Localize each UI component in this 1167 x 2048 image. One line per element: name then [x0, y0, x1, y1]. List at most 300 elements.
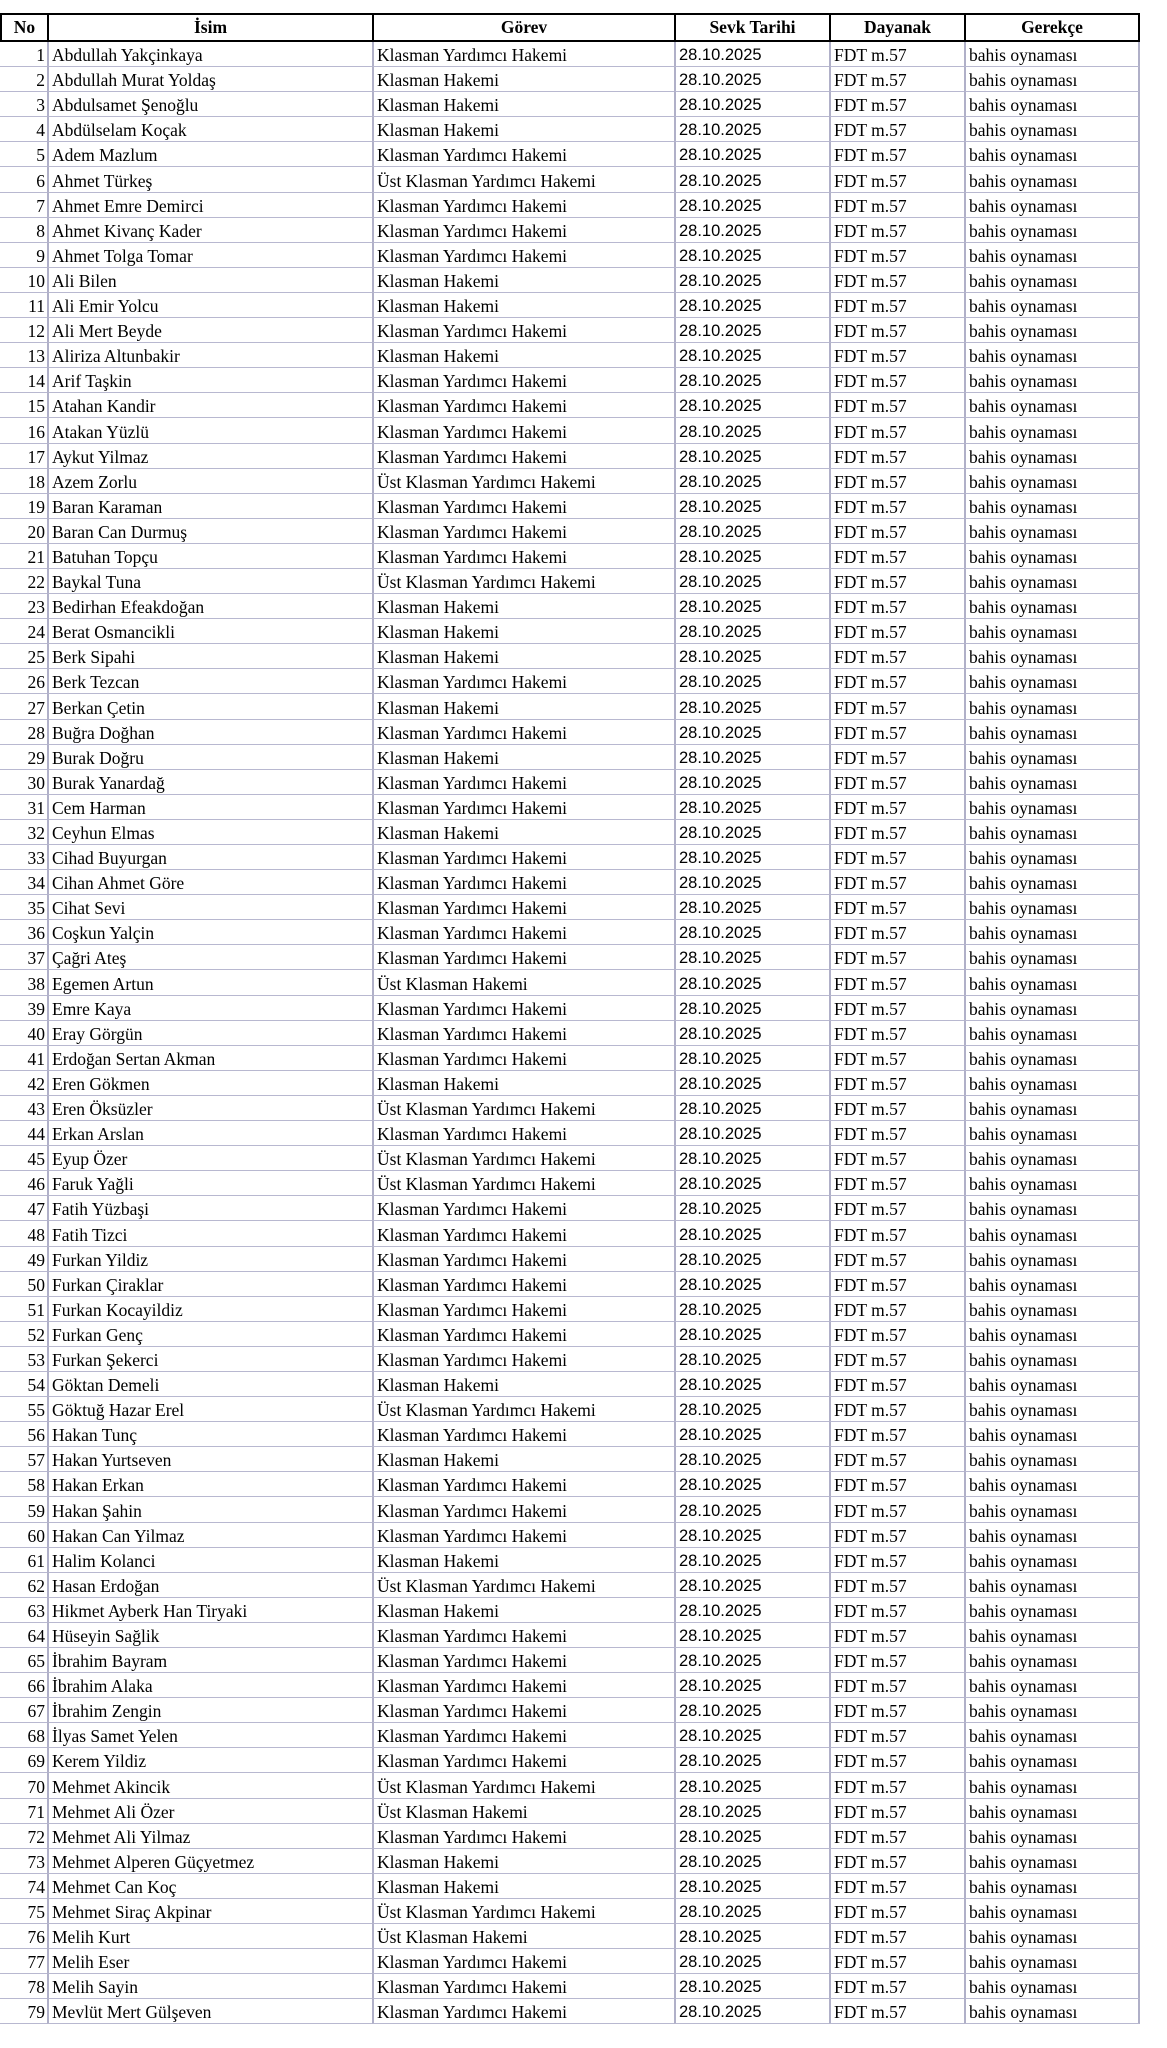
cell-referral-date: 28.10.2025 [674, 644, 829, 669]
cell-name: Burak Doğru [47, 745, 372, 770]
cell-role: Klasman Yardımcı Hakemi [372, 669, 674, 694]
cell-role: Klasman Yardımcı Hakemi [372, 418, 674, 443]
table-row [0, 1648, 1140, 1673]
cell-name: Emre Kaya [47, 996, 372, 1021]
cell-name: Halim Kolanci [47, 1548, 372, 1573]
cell-referral-date: 28.10.2025 [674, 1322, 829, 1347]
cell-reason: bahis oynaması [964, 1899, 1140, 1924]
cell-name: Baran Can Durmuş [47, 519, 372, 544]
cell-no: 70 [0, 1773, 47, 1798]
cell-reason: bahis oynaması [964, 1146, 1140, 1171]
table-row [0, 393, 1140, 418]
table-row [0, 1824, 1140, 1849]
cell-referral-date: 28.10.2025 [674, 1999, 829, 2024]
cell-reason: bahis oynaması [964, 1021, 1140, 1046]
cell-no: 21 [0, 544, 47, 569]
cell-basis: FDT m.57 [829, 1648, 964, 1673]
cell-reason: bahis oynaması [964, 996, 1140, 1021]
cell-no: 3 [0, 92, 47, 117]
cell-referral-date: 28.10.2025 [674, 669, 829, 694]
cell-no: 20 [0, 519, 47, 544]
cell-basis: FDT m.57 [829, 1247, 964, 1272]
table-row [0, 895, 1140, 920]
table-row [0, 167, 1140, 192]
cell-basis: FDT m.57 [829, 243, 964, 268]
table-row [0, 569, 1140, 594]
table-row [0, 644, 1140, 669]
cell-role: Üst Klasman Hakemi [372, 1799, 674, 1824]
table-row [0, 1146, 1140, 1171]
cell-basis: FDT m.57 [829, 694, 964, 719]
cell-reason: bahis oynaması [964, 1196, 1140, 1221]
cell-referral-date: 28.10.2025 [674, 343, 829, 368]
cell-no: 24 [0, 619, 47, 644]
cell-reason: bahis oynaması [964, 1673, 1140, 1698]
cell-reason: bahis oynaması [964, 644, 1140, 669]
cell-no: 71 [0, 1799, 47, 1824]
cell-referral-date: 28.10.2025 [674, 1372, 829, 1397]
cell-no: 37 [0, 945, 47, 970]
cell-name: Erdoğan Sertan Akman [47, 1046, 372, 1071]
cell-no: 9 [0, 243, 47, 268]
cell-role: Klasman Yardımcı Hakemi [372, 393, 674, 418]
cell-referral-date: 28.10.2025 [674, 368, 829, 393]
cell-name: Mehmet Ali Özer [47, 1799, 372, 1824]
cell-name: Adem Mazlum [47, 142, 372, 167]
cell-no: 77 [0, 1949, 47, 1974]
cell-name: Cihat Sevi [47, 895, 372, 920]
cell-referral-date: 28.10.2025 [674, 393, 829, 418]
table-row [0, 720, 1140, 745]
cell-role: Üst Klasman Yardımcı Hakemi [372, 167, 674, 192]
cell-referral-date: 28.10.2025 [674, 594, 829, 619]
cell-role: Klasman Yardımcı Hakemi [372, 770, 674, 795]
table-row [0, 1924, 1140, 1949]
cell-no: 67 [0, 1698, 47, 1723]
table-row [0, 1171, 1140, 1196]
cell-reason: bahis oynaması [964, 1497, 1140, 1522]
cell-role: Üst Klasman Yardımcı Hakemi [372, 1096, 674, 1121]
cell-name: Hakan Yurtseven [47, 1447, 372, 1472]
cell-basis: FDT m.57 [829, 318, 964, 343]
table-row [0, 444, 1140, 469]
cell-no: 16 [0, 418, 47, 443]
table-row [0, 1196, 1140, 1221]
cell-role: Klasman Hakemi [372, 343, 674, 368]
table-row [0, 519, 1140, 544]
cell-role: Klasman Yardımcı Hakemi [372, 1949, 674, 1974]
cell-no: 54 [0, 1372, 47, 1397]
cell-basis: FDT m.57 [829, 845, 964, 870]
table-row [0, 1748, 1140, 1773]
cell-no: 6 [0, 167, 47, 192]
cell-basis: FDT m.57 [829, 1046, 964, 1071]
cell-basis: FDT m.57 [829, 1472, 964, 1497]
cell-referral-date: 28.10.2025 [674, 1347, 829, 1372]
cell-reason: bahis oynaması [964, 1171, 1140, 1196]
cell-basis: FDT m.57 [829, 494, 964, 519]
cell-referral-date: 28.10.2025 [674, 1924, 829, 1949]
cell-referral-date: 28.10.2025 [674, 1447, 829, 1472]
cell-basis: FDT m.57 [829, 1748, 964, 1773]
cell-referral-date: 28.10.2025 [674, 1472, 829, 1497]
cell-basis: FDT m.57 [829, 1623, 964, 1648]
cell-basis: FDT m.57 [829, 1824, 964, 1849]
cell-name: Baykal Tuna [47, 569, 372, 594]
cell-no: 17 [0, 444, 47, 469]
cell-reason: bahis oynaması [964, 1924, 1140, 1949]
cell-reason: bahis oynaması [964, 368, 1140, 393]
cell-referral-date: 28.10.2025 [674, 67, 829, 92]
cell-basis: FDT m.57 [829, 92, 964, 117]
cell-no: 64 [0, 1623, 47, 1648]
cell-role: Üst Klasman Yardımcı Hakemi [372, 1899, 674, 1924]
cell-role: Klasman Hakemi [372, 694, 674, 719]
table-row [0, 494, 1140, 519]
cell-referral-date: 28.10.2025 [674, 193, 829, 218]
cell-referral-date: 28.10.2025 [674, 1648, 829, 1673]
cell-name: Eyup Özer [47, 1146, 372, 1171]
table-row [0, 745, 1140, 770]
cell-basis: FDT m.57 [829, 745, 964, 770]
cell-referral-date: 28.10.2025 [674, 1548, 829, 1573]
cell-no: 39 [0, 996, 47, 1021]
cell-referral-date: 28.10.2025 [674, 920, 829, 945]
cell-name: Hakan Erkan [47, 1472, 372, 1497]
cell-referral-date: 28.10.2025 [674, 1196, 829, 1221]
cell-reason: bahis oynaması [964, 1472, 1140, 1497]
table-row [0, 870, 1140, 895]
cell-basis: FDT m.57 [829, 619, 964, 644]
cell-role: Üst Klasman Yardımcı Hakemi [372, 569, 674, 594]
cell-name: Burak Yanardağ [47, 770, 372, 795]
cell-reason: bahis oynaması [964, 293, 1140, 318]
cell-referral-date: 28.10.2025 [674, 694, 829, 719]
cell-basis: FDT m.57 [829, 1723, 964, 1748]
cell-no: 62 [0, 1573, 47, 1598]
table-row [0, 268, 1140, 293]
cell-referral-date: 28.10.2025 [674, 1773, 829, 1798]
cell-reason: bahis oynaması [964, 1096, 1140, 1121]
cell-reason: bahis oynaması [964, 1247, 1140, 1272]
cell-role: Klasman Yardımcı Hakemi [372, 243, 674, 268]
cell-no: 60 [0, 1523, 47, 1548]
cell-reason: bahis oynaması [964, 469, 1140, 494]
cell-basis: FDT m.57 [829, 1221, 964, 1246]
table-row [0, 469, 1140, 494]
cell-name: Kerem Yildiz [47, 1748, 372, 1773]
cell-reason: bahis oynaması [964, 343, 1140, 368]
cell-name: Melih Sayin [47, 1974, 372, 1999]
cell-name: Aliriza Altunbakir [47, 343, 372, 368]
cell-referral-date: 28.10.2025 [674, 870, 829, 895]
cell-name: Coşkun Yalçin [47, 920, 372, 945]
cell-basis: FDT m.57 [829, 1347, 964, 1372]
cell-reason: bahis oynaması [964, 770, 1140, 795]
cell-referral-date: 28.10.2025 [674, 469, 829, 494]
cell-basis: FDT m.57 [829, 1372, 964, 1397]
cell-role: Klasman Hakemi [372, 1548, 674, 1573]
cell-referral-date: 28.10.2025 [674, 1071, 829, 1096]
cell-reason: bahis oynaması [964, 444, 1140, 469]
cell-basis: FDT m.57 [829, 594, 964, 619]
cell-referral-date: 28.10.2025 [674, 1824, 829, 1849]
table-row [0, 193, 1140, 218]
cell-no: 5 [0, 142, 47, 167]
cell-name: Eren Öksüzler [47, 1096, 372, 1121]
cell-no: 36 [0, 920, 47, 945]
cell-basis: FDT m.57 [829, 770, 964, 795]
cell-name: Furkan Çiraklar [47, 1272, 372, 1297]
cell-basis: FDT m.57 [829, 1272, 964, 1297]
header-no: No [0, 13, 47, 42]
cell-role: Klasman Yardımcı Hakemi [372, 544, 674, 569]
cell-role: Klasman Yardımcı Hakemi [372, 1247, 674, 1272]
cell-name: Hakan Şahin [47, 1497, 372, 1522]
table-row [0, 619, 1140, 644]
cell-basis: FDT m.57 [829, 870, 964, 895]
cell-reason: bahis oynaması [964, 1121, 1140, 1146]
table-row [0, 795, 1140, 820]
cell-no: 11 [0, 293, 47, 318]
table-row [0, 770, 1140, 795]
cell-role: Klasman Yardımcı Hakemi [372, 1347, 674, 1372]
table-row [0, 1272, 1140, 1297]
cell-name: Ceyhun Elmas [47, 820, 372, 845]
cell-name: İlyas Samet Yelen [47, 1723, 372, 1748]
table-row [0, 594, 1140, 619]
cell-name: Ahmet Türkeş [47, 167, 372, 192]
cell-no: 61 [0, 1548, 47, 1573]
cell-reason: bahis oynaması [964, 519, 1140, 544]
table-row [0, 1121, 1140, 1146]
cell-name: Baran Karaman [47, 494, 372, 519]
cell-role: Üst Klasman Hakemi [372, 1924, 674, 1949]
cell-basis: FDT m.57 [829, 1573, 964, 1598]
table-row [0, 67, 1140, 92]
cell-no: 59 [0, 1497, 47, 1522]
table-row [0, 1347, 1140, 1372]
cell-role: Klasman Yardımcı Hakemi [372, 1272, 674, 1297]
cell-name: Aykut Yilmaz [47, 444, 372, 469]
cell-no: 12 [0, 318, 47, 343]
cell-basis: FDT m.57 [829, 1447, 964, 1472]
cell-no: 56 [0, 1422, 47, 1447]
cell-basis: FDT m.57 [829, 142, 964, 167]
cell-basis: FDT m.57 [829, 544, 964, 569]
cell-name: İbrahim Alaka [47, 1673, 372, 1698]
cell-no: 44 [0, 1121, 47, 1146]
cell-name: Abdulsamet Şenoğlu [47, 92, 372, 117]
cell-reason: bahis oynaması [964, 795, 1140, 820]
cell-role: Klasman Yardımcı Hakemi [372, 1322, 674, 1347]
cell-reason: bahis oynaması [964, 193, 1140, 218]
cell-role: Klasman Yardımcı Hakemi [372, 368, 674, 393]
cell-reason: bahis oynaması [964, 1573, 1140, 1598]
cell-role: Üst Klasman Yardımcı Hakemi [372, 1773, 674, 1798]
cell-role: Klasman Yardımcı Hakemi [372, 845, 674, 870]
table-row [0, 544, 1140, 569]
cell-referral-date: 28.10.2025 [674, 444, 829, 469]
cell-reason: bahis oynaması [964, 243, 1140, 268]
table-row [0, 418, 1140, 443]
cell-referral-date: 28.10.2025 [674, 1297, 829, 1322]
cell-role: Klasman Yardımcı Hakemi [372, 142, 674, 167]
cell-role: Klasman Yardımcı Hakemi [372, 1824, 674, 1849]
cell-basis: FDT m.57 [829, 1171, 964, 1196]
cell-referral-date: 28.10.2025 [674, 1422, 829, 1447]
cell-no: 45 [0, 1146, 47, 1171]
cell-name: Abdullah Yakçinkaya [47, 42, 372, 67]
cell-referral-date: 28.10.2025 [674, 293, 829, 318]
cell-referral-date: 28.10.2025 [674, 167, 829, 192]
cell-referral-date: 28.10.2025 [674, 1247, 829, 1272]
cell-name: Berat Osmancikli [47, 619, 372, 644]
cell-name: Eray Görgün [47, 1021, 372, 1046]
table-row [0, 920, 1140, 945]
cell-name: Fatih Yüzbaşi [47, 1196, 372, 1221]
table-body [0, 42, 1140, 2024]
cell-role: Klasman Yardımcı Hakemi [372, 1999, 674, 2024]
cell-reason: bahis oynaması [964, 42, 1140, 67]
cell-role: Klasman Yardımcı Hakemi [372, 1748, 674, 1773]
cell-no: 1 [0, 42, 47, 67]
cell-referral-date: 28.10.2025 [674, 895, 829, 920]
cell-role: Klasman Yardımcı Hakemi [372, 996, 674, 1021]
table-row [0, 1447, 1140, 1472]
cell-referral-date: 28.10.2025 [674, 1723, 829, 1748]
cell-reason: bahis oynaması [964, 1999, 1140, 2024]
cell-basis: FDT m.57 [829, 1523, 964, 1548]
cell-basis: FDT m.57 [829, 1322, 964, 1347]
header-reason: Gerekçe [964, 13, 1140, 42]
header-basis: Dayanak [829, 13, 964, 42]
table-row [0, 243, 1140, 268]
cell-name: Mehmet Ali Yilmaz [47, 1824, 372, 1849]
cell-reason: bahis oynaması [964, 1422, 1140, 1447]
cell-no: 50 [0, 1272, 47, 1297]
cell-referral-date: 28.10.2025 [674, 318, 829, 343]
cell-name: Batuhan Topçu [47, 544, 372, 569]
cell-role: Klasman Yardımcı Hakemi [372, 1121, 674, 1146]
cell-no: 30 [0, 770, 47, 795]
cell-reason: bahis oynaması [964, 1221, 1140, 1246]
cell-basis: FDT m.57 [829, 1874, 964, 1899]
cell-referral-date: 28.10.2025 [674, 1021, 829, 1046]
cell-name: Furkan Şekerci [47, 1347, 372, 1372]
cell-basis: FDT m.57 [829, 569, 964, 594]
table-row [0, 945, 1140, 970]
cell-reason: bahis oynaması [964, 1347, 1140, 1372]
table-row [0, 1974, 1140, 1999]
cell-referral-date: 28.10.2025 [674, 1698, 829, 1723]
cell-basis: FDT m.57 [829, 343, 964, 368]
cell-reason: bahis oynaması [964, 544, 1140, 569]
table-row [0, 1723, 1140, 1748]
cell-no: 73 [0, 1849, 47, 1874]
cell-referral-date: 28.10.2025 [674, 418, 829, 443]
cell-no: 19 [0, 494, 47, 519]
cell-no: 52 [0, 1322, 47, 1347]
cell-no: 40 [0, 1021, 47, 1046]
cell-no: 66 [0, 1673, 47, 1698]
cell-name: Melih Eser [47, 1949, 372, 1974]
cell-referral-date: 28.10.2025 [674, 92, 829, 117]
cell-role: Klasman Yardımcı Hakemi [372, 1221, 674, 1246]
cell-reason: bahis oynaması [964, 1949, 1140, 1974]
cell-reason: bahis oynaması [964, 494, 1140, 519]
cell-referral-date: 28.10.2025 [674, 1849, 829, 1874]
cell-name: Mehmet Siraç Akpinar [47, 1899, 372, 1924]
table-row [0, 1874, 1140, 1899]
cell-reason: bahis oynaması [964, 1874, 1140, 1899]
table-row [0, 42, 1140, 67]
cell-name: Mehmet Akincik [47, 1773, 372, 1798]
cell-basis: FDT m.57 [829, 1949, 964, 1974]
cell-reason: bahis oynaması [964, 318, 1140, 343]
table-row [0, 1497, 1140, 1522]
cell-referral-date: 28.10.2025 [674, 996, 829, 1021]
table-row [0, 1472, 1140, 1497]
cell-reason: bahis oynaması [964, 1372, 1140, 1397]
cell-basis: FDT m.57 [829, 1397, 964, 1422]
cell-basis: FDT m.57 [829, 945, 964, 970]
cell-role: Klasman Yardımcı Hakemi [372, 720, 674, 745]
cell-reason: bahis oynaması [964, 142, 1140, 167]
cell-name: Hüseyin Sağlik [47, 1623, 372, 1648]
cell-reason: bahis oynaması [964, 870, 1140, 895]
cell-reason: bahis oynaması [964, 720, 1140, 745]
cell-role: Klasman Yardımcı Hakemi [372, 1673, 674, 1698]
cell-reason: bahis oynaması [964, 1297, 1140, 1322]
cell-name: Furkan Genç [47, 1322, 372, 1347]
cell-referral-date: 28.10.2025 [674, 1673, 829, 1698]
cell-no: 69 [0, 1748, 47, 1773]
cell-basis: FDT m.57 [829, 444, 964, 469]
cell-reason: bahis oynaması [964, 694, 1140, 719]
cell-reason: bahis oynaması [964, 1397, 1140, 1422]
cell-name: Arif Taşkin [47, 368, 372, 393]
cell-reason: bahis oynaması [964, 1523, 1140, 1548]
cell-name: Faruk Yağli [47, 1171, 372, 1196]
cell-role: Üst Klasman Hakemi [372, 970, 674, 995]
cell-reason: bahis oynaması [964, 1849, 1140, 1874]
table-row [0, 1799, 1140, 1824]
cell-name: Abdullah Murat Yoldaş [47, 67, 372, 92]
cell-basis: FDT m.57 [829, 1849, 964, 1874]
cell-no: 22 [0, 569, 47, 594]
cell-name: İbrahim Zengin [47, 1698, 372, 1723]
cell-referral-date: 28.10.2025 [674, 1598, 829, 1623]
cell-name: İbrahim Bayram [47, 1648, 372, 1673]
cell-reason: bahis oynaması [964, 1773, 1140, 1798]
cell-reason: bahis oynaması [964, 1598, 1140, 1623]
cell-no: 26 [0, 669, 47, 694]
cell-referral-date: 28.10.2025 [674, 945, 829, 970]
cell-referral-date: 28.10.2025 [674, 1874, 829, 1899]
cell-reason: bahis oynaması [964, 820, 1140, 845]
cell-no: 51 [0, 1297, 47, 1322]
cell-name: Furkan Kocayildiz [47, 1297, 372, 1322]
table-row [0, 669, 1140, 694]
cell-no: 79 [0, 1999, 47, 2024]
cell-referral-date: 28.10.2025 [674, 770, 829, 795]
cell-basis: FDT m.57 [829, 368, 964, 393]
cell-name: Ahmet Tolga Tomar [47, 243, 372, 268]
cell-name: Ahmet Kivanç Kader [47, 218, 372, 243]
cell-reason: bahis oynaması [964, 945, 1140, 970]
cell-role: Klasman Hakemi [372, 1874, 674, 1899]
